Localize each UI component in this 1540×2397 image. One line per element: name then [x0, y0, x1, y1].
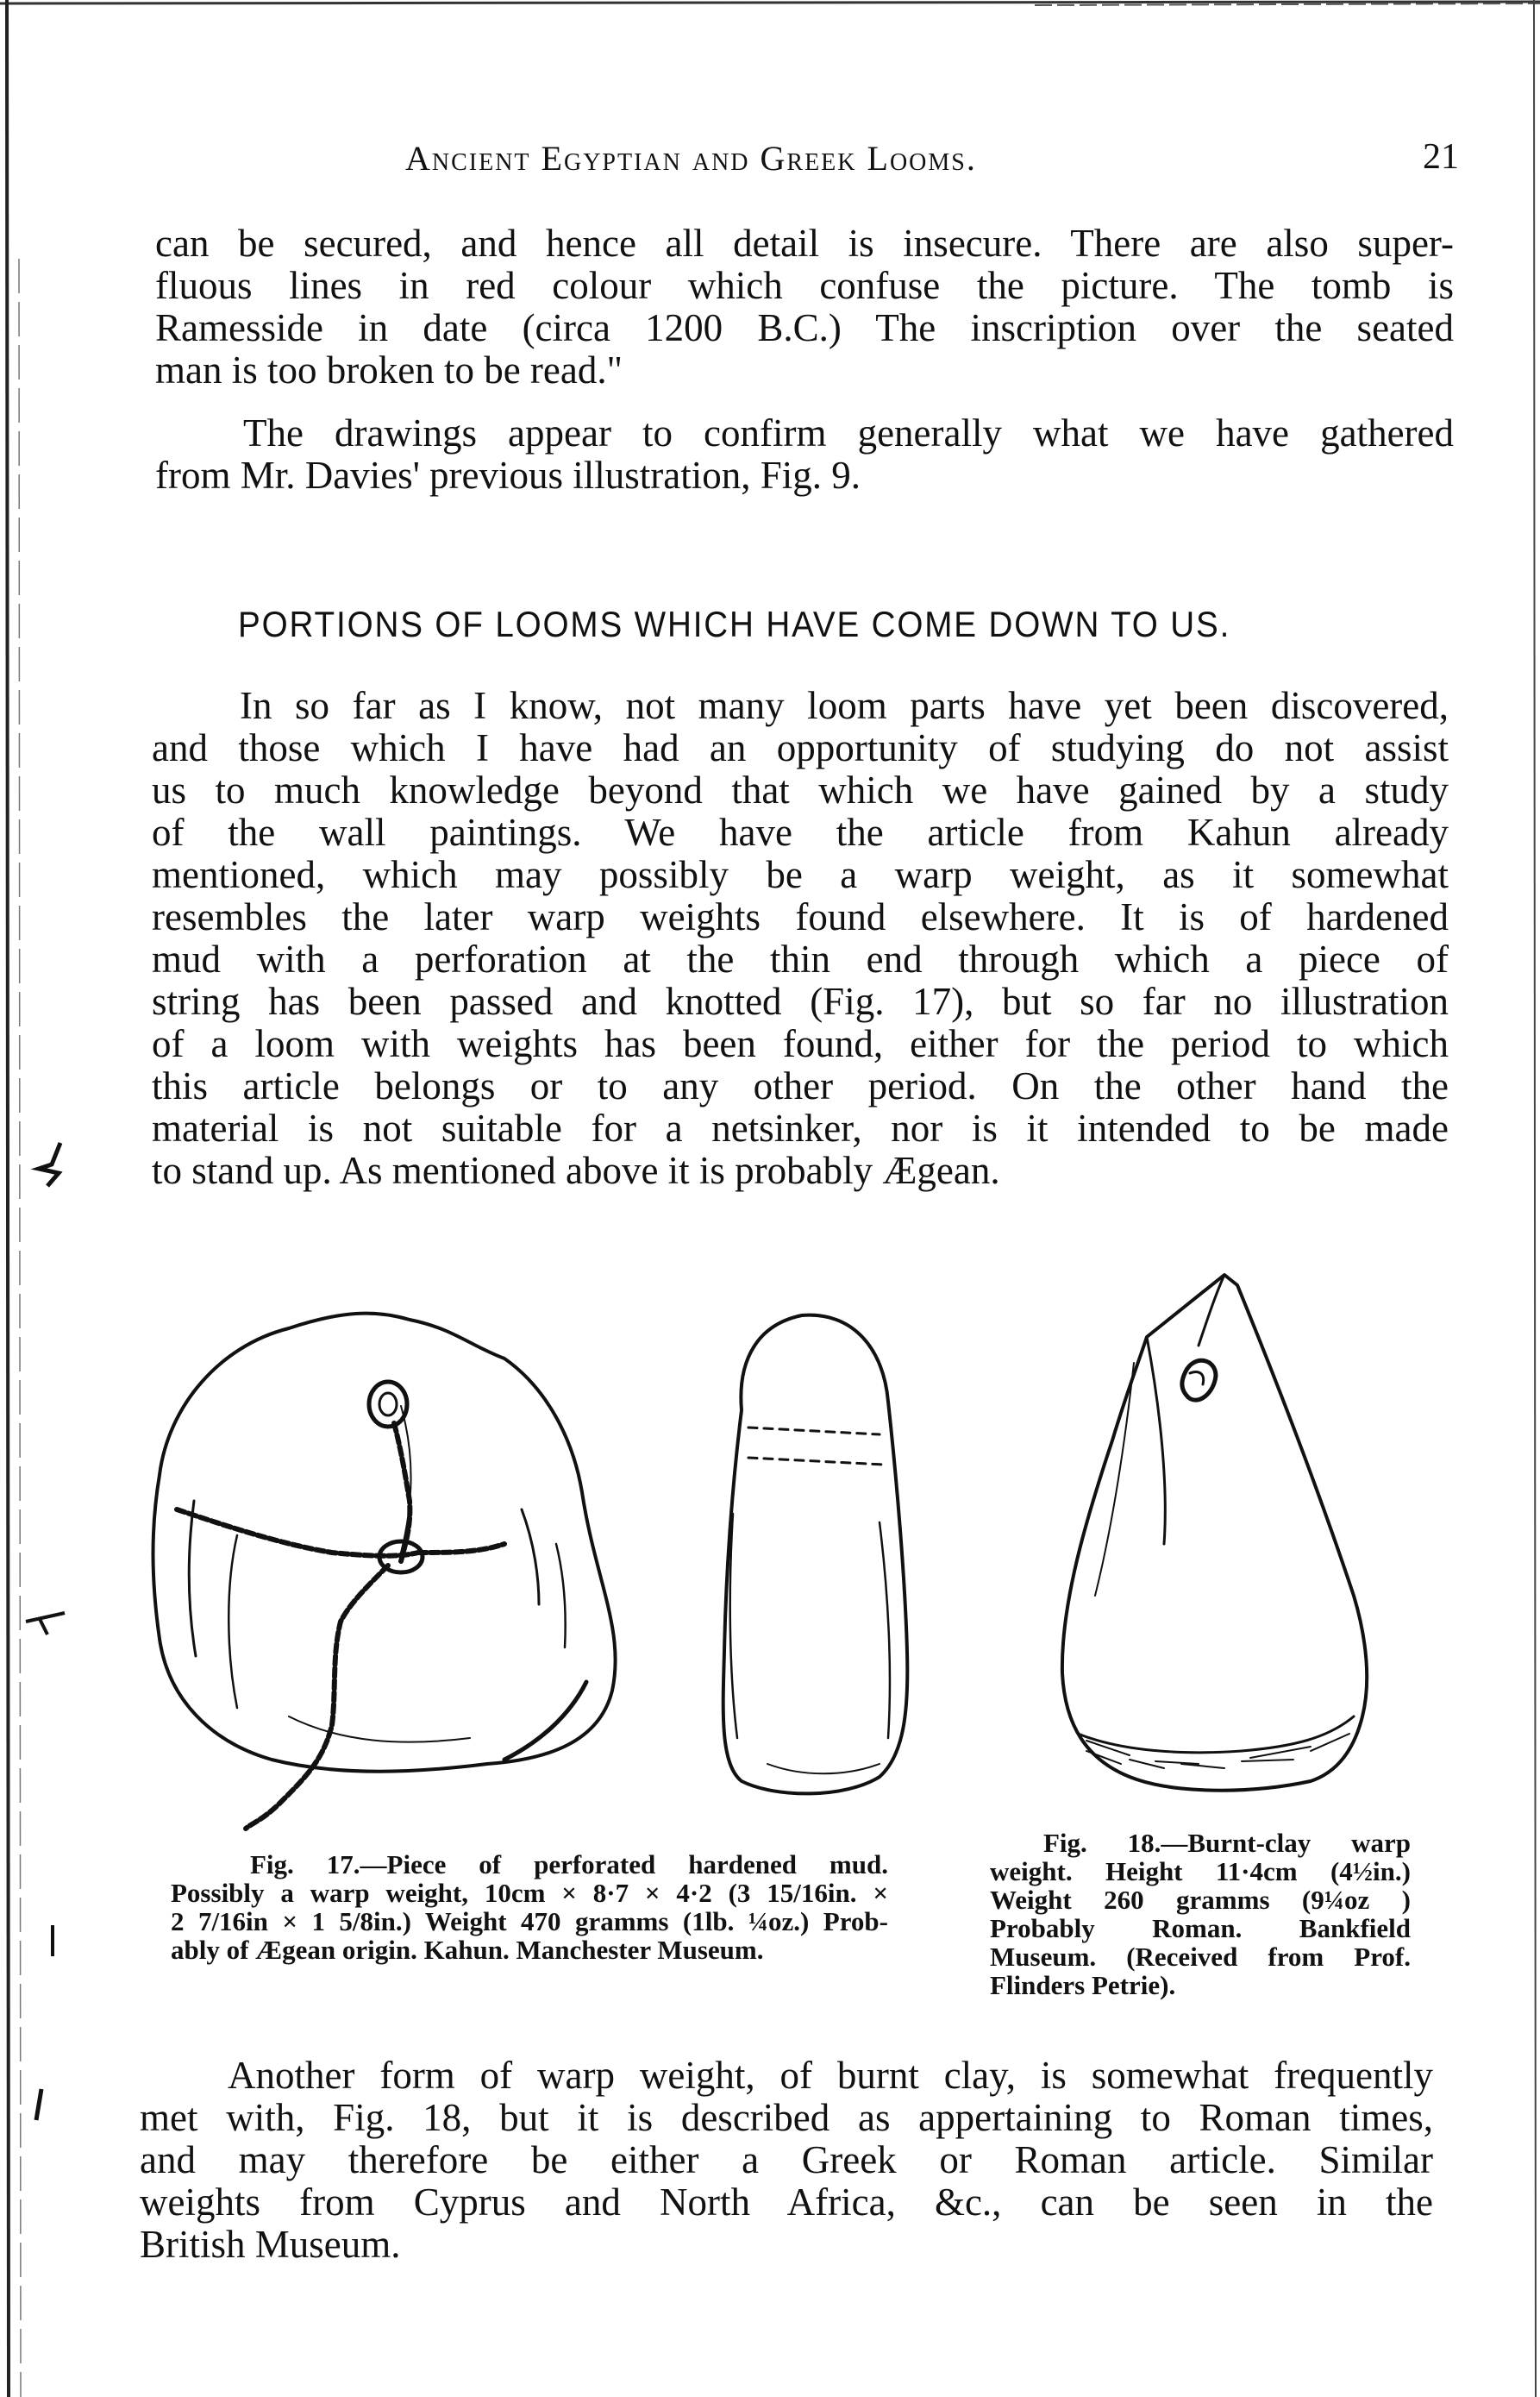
caption-line: Museum. (Received from Prof.	[990, 1942, 1411, 1972]
caption-line: ably of Ægean origin. Kahun. Manchester Museum.	[171, 1935, 764, 1965]
caption-line: weight. Height 11·4cm (4½in.)	[990, 1856, 1411, 1886]
text-line: of a loom with weights has been found, either for the period to which	[152, 1022, 1449, 1065]
paragraph-continued-quote	[155, 223, 1454, 392]
fig17-caption	[171, 1850, 888, 1964]
fig18-caption	[990, 1829, 1411, 1999]
caption-line: Weight 260 gramms (9¼oz )	[990, 1885, 1411, 1915]
text-line: string has been passed and knotted (Fig. 17), but so far no illustration	[152, 980, 1449, 1023]
text-line: fluous lines in red colour which confuse the picture. The tomb is	[155, 264, 1454, 307]
text-line: met with, Fig. 18, but it is described as appertaining to Roman times,	[140, 2096, 1433, 2139]
page-number: 21	[1423, 137, 1459, 177]
paragraph-burnt-clay	[140, 2055, 1433, 2266]
caption-line: Fig. 17.—Piece of perforated hardened mud.	[250, 1849, 888, 1879]
paragraph-loom-parts	[152, 685, 1449, 1192]
margin-ink-mark	[47, 1923, 58, 1958]
caption-line: Probably Roman. Bankfield	[990, 1913, 1411, 1943]
fig18-illustration	[1052, 1268, 1371, 1811]
text-line: weights from Cyprus and North Africa, &c., can be seen in the	[140, 2181, 1433, 2224]
text-line: material is not suitable for a netsinker, nor is it intended to be made	[152, 1107, 1449, 1150]
paragraph-drawings	[155, 412, 1454, 497]
caption-line: Possibly a warp weight, 10cm × 8·7 × 4·2 (3 15/16in. ×	[171, 1878, 888, 1908]
text-line: British Museum.	[140, 2223, 401, 2266]
text-line: Another form of warp weight, of burnt clay, is somewhat frequently	[228, 2054, 1433, 2097]
text-line: mentioned, which may possibly be a warp weight, as it somewhat	[152, 853, 1449, 896]
caption-line: Flinders Petrie).	[990, 1970, 1176, 2000]
text-line: this article belongs or to any other period. On the other hand the	[152, 1064, 1449, 1108]
caption-line: 2 7/16in × 1 5/8in.) Weight 470 gramms (1lb. ¼oz.) Prob-	[171, 1906, 888, 1936]
text-line: can be secured, and hence all detail is insecure. There are also super-	[155, 222, 1454, 265]
running-head-title: Ancient Egyptian and Greek Looms.	[405, 139, 977, 178]
text-line: and those which I have had an opportunity of studying do not assist	[152, 726, 1449, 769]
fig17-side-illustration	[707, 1307, 923, 1803]
section-heading: PORTIONS OF LOOMS WHICH HAVE COME DOWN TO US.	[238, 604, 1231, 644]
text-line: mud with a perforation at the thin end through which a piece of	[152, 938, 1449, 981]
margin-ink-mark	[33, 2087, 45, 2122]
text-line: resembles the later warp weights found elsewhere. It is of hardened	[152, 895, 1449, 938]
margin-ink-mark	[22, 1604, 73, 1639]
text-line: of the wall paintings. We have the article from Kahun already	[152, 811, 1449, 854]
text-line: us to much knowledge beyond that which we have gained by a study	[152, 769, 1449, 812]
margin-ink-mark	[26, 1139, 69, 1190]
fig17-front-illustration	[142, 1294, 642, 1837]
text-line: to stand up. As mentioned above it is probably Ægean.	[152, 1149, 1000, 1192]
text-line: In so far as I know, not many loom parts have yet been discovered,	[240, 684, 1449, 727]
caption-line: Fig. 18.—Burnt-clay warp	[1043, 1828, 1411, 1858]
text-line: and may therefore be either a Greek or Roman article. Similar	[140, 2138, 1433, 2181]
text-line: man is too broken to be read."	[155, 348, 623, 392]
text-line: Ramesside in date (circa 1200 B.C.) The inscription over the seated	[155, 306, 1454, 349]
text-line: from Mr. Davies' previous illustration, Fig. 9.	[155, 454, 861, 497]
text-line: The drawings appear to confirm generally what we have gathered	[243, 411, 1454, 455]
